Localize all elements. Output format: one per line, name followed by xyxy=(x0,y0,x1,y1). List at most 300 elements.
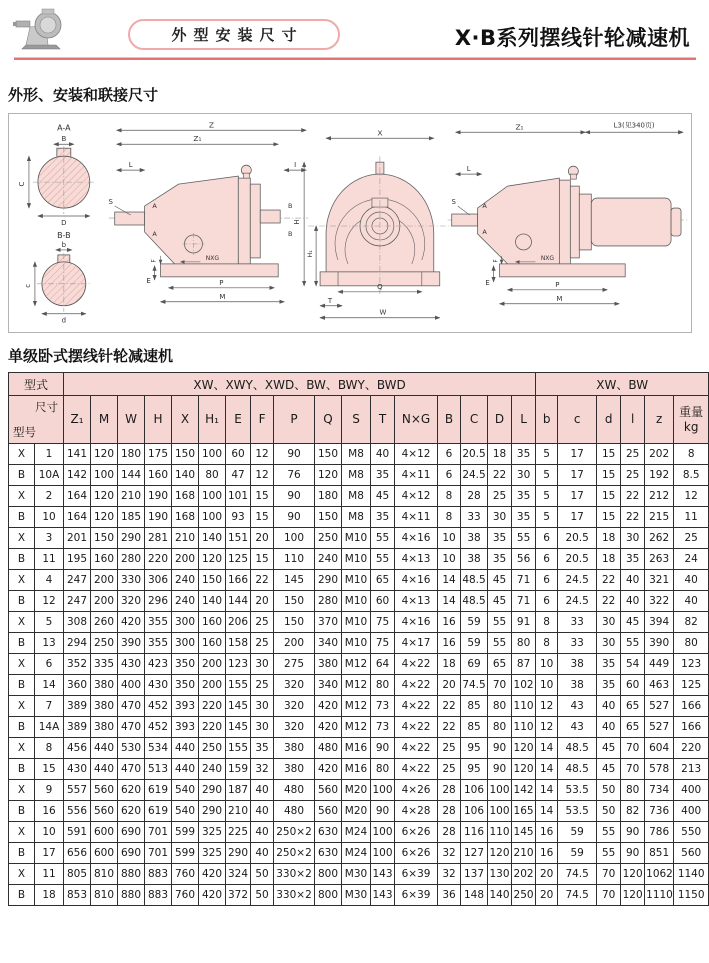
table-cell: 200 xyxy=(91,591,118,612)
table-cell: 17 xyxy=(558,486,597,507)
table-row xyxy=(9,444,709,465)
table-cell: 30 xyxy=(597,612,621,633)
dim-label-NXG: NXG xyxy=(205,254,219,262)
column-header-14: C xyxy=(461,396,488,444)
column-header-21: z xyxy=(645,396,674,444)
table-cell: 22 xyxy=(488,465,512,486)
table-cell: 32 xyxy=(438,843,461,864)
table-cell: 6 xyxy=(438,444,461,465)
table-cell: 320 xyxy=(274,696,315,717)
table-cell: 145 xyxy=(512,822,536,843)
table-cell: B xyxy=(9,591,35,612)
table-cell: 880 xyxy=(118,885,145,906)
table-cell: 30 xyxy=(621,528,645,549)
table-cell: 110 xyxy=(512,696,536,717)
table-cell: 18 xyxy=(597,528,621,549)
table-cell: 604 xyxy=(645,738,674,759)
table-cell: 883 xyxy=(145,864,172,885)
section-mark-A-bottom: A xyxy=(152,229,157,238)
table-row xyxy=(9,612,709,633)
table-cell: 853 xyxy=(64,885,91,906)
table-cell: 43 xyxy=(558,717,597,738)
table-cell: 35 xyxy=(488,549,512,570)
table-cell: 120 xyxy=(621,885,645,906)
table-cell: 120 xyxy=(512,738,536,759)
table-cell: 28 xyxy=(438,780,461,801)
table-cell: 389 xyxy=(64,696,91,717)
table-cell: M8 xyxy=(342,444,371,465)
table-cell: 355 xyxy=(145,612,172,633)
table-cell: 28 xyxy=(461,486,488,507)
column-header-2: W xyxy=(118,396,145,444)
table-cell: 9 xyxy=(35,780,64,801)
table-cell: 74.5 xyxy=(558,864,597,885)
table-cell: 80 xyxy=(371,675,395,696)
table-cell: 10A xyxy=(35,465,64,486)
table-cell: 290 xyxy=(199,780,226,801)
table-cell: X xyxy=(9,654,35,675)
table-cell: 1110 xyxy=(645,885,674,906)
dim-label-H: H xyxy=(293,219,302,225)
table-cell: 150 xyxy=(315,507,342,528)
table-cell: 440 xyxy=(91,759,118,780)
table-cell: 393 xyxy=(172,696,199,717)
table-cell: 4×12 xyxy=(395,444,438,465)
table-cell: 880 xyxy=(118,864,145,885)
table-cell: B xyxy=(9,507,35,528)
table-cell: 430 xyxy=(118,654,145,675)
table-cell: 12 xyxy=(251,444,274,465)
table-cell: 18 xyxy=(438,654,461,675)
table-cell: 145 xyxy=(226,717,251,738)
table-cell: 390 xyxy=(118,633,145,654)
table-cell: 527 xyxy=(645,717,674,738)
dim-label-P-motor: P xyxy=(555,280,560,289)
table-cell: 18 xyxy=(488,444,512,465)
table-cell: 100 xyxy=(91,465,118,486)
table-cell: 55 xyxy=(488,633,512,654)
dim-label-L: L xyxy=(128,161,133,170)
table-cell: 164 xyxy=(64,486,91,507)
table-cell: 22 xyxy=(621,507,645,528)
table-cell: 160 xyxy=(199,633,226,654)
table-cell: 120 xyxy=(512,759,536,780)
table-cell: 16 xyxy=(536,843,558,864)
table-cell: 247 xyxy=(64,570,91,591)
table-cell: 6×39 xyxy=(395,885,438,906)
table-cell: 150 xyxy=(172,444,199,465)
table-cell: 250×2 xyxy=(274,843,315,864)
dim-label-P: P xyxy=(219,278,224,287)
table-cell: 80 xyxy=(488,696,512,717)
table-cell: 87 xyxy=(512,654,536,675)
table-cell: 50 xyxy=(597,801,621,822)
gear-reducer-logo-image xyxy=(12,5,68,53)
table-cell: 43 xyxy=(558,696,597,717)
table-cell: 220 xyxy=(145,549,172,570)
table-cell: 470 xyxy=(118,717,145,738)
table-cell: 71 xyxy=(512,570,536,591)
table-cell: M12 xyxy=(342,675,371,696)
table-cell: 50 xyxy=(251,864,274,885)
table-cell: 143 xyxy=(371,885,395,906)
table-cell: 24.5 xyxy=(558,570,597,591)
table-cell: 160 xyxy=(145,465,172,486)
table-cell: 36 xyxy=(438,885,461,906)
technical-drawing-panel xyxy=(8,113,692,333)
table-cell: 38 xyxy=(558,654,597,675)
table-cell: 73 xyxy=(371,717,395,738)
table-cell: 389 xyxy=(64,717,91,738)
section-mark-A-top: A xyxy=(152,202,157,211)
table-cell: 166 xyxy=(674,696,709,717)
table-cell: 90 xyxy=(274,444,315,465)
table-cell: 16 xyxy=(536,822,558,843)
table-cell: 160 xyxy=(91,549,118,570)
table-cell: 95 xyxy=(461,759,488,780)
table-cell: 296 xyxy=(145,591,172,612)
table-cell: 25 xyxy=(621,444,645,465)
table-cell: 527 xyxy=(645,696,674,717)
table-cell: 166 xyxy=(226,570,251,591)
table-cell: 150 xyxy=(315,444,342,465)
table-cell: 350 xyxy=(172,654,199,675)
table-cell: 6 xyxy=(536,570,558,591)
table-cell: 100 xyxy=(199,444,226,465)
table-cell: 3 xyxy=(35,528,64,549)
table-cell: 110 xyxy=(274,549,315,570)
table-cell: 5 xyxy=(536,465,558,486)
column-header-17: b xyxy=(536,396,558,444)
table-cell: 280 xyxy=(315,591,342,612)
column-header-16: L xyxy=(512,396,536,444)
table-cell: 6×26 xyxy=(395,843,438,864)
table-cell: 805 xyxy=(64,864,91,885)
table-cell: 22 xyxy=(251,570,274,591)
dim-label-W: W xyxy=(379,308,387,317)
table-cell: 80 xyxy=(674,633,709,654)
group-header-xw-bw: XW、BW xyxy=(536,373,709,396)
table-cell: M30 xyxy=(342,885,371,906)
table-cell: 12 xyxy=(674,486,709,507)
table-cell: 45 xyxy=(488,570,512,591)
dim-label-T: T xyxy=(327,296,333,305)
table-cell: 35 xyxy=(512,444,536,465)
table-cell: 140 xyxy=(172,465,199,486)
table-cell: 557 xyxy=(64,780,91,801)
table-cell: 59 xyxy=(461,633,488,654)
table-cell: 82 xyxy=(621,801,645,822)
page-title: X·B系列摆线针轮减速机 xyxy=(454,26,690,50)
table-cell: 5 xyxy=(536,486,558,507)
table-cell: 11 xyxy=(35,549,64,570)
table-cell: 17 xyxy=(558,465,597,486)
table-cell: 80 xyxy=(371,759,395,780)
table-cell: 15 xyxy=(597,486,621,507)
table-cell: 560 xyxy=(315,801,342,822)
table-cell: 82 xyxy=(674,612,709,633)
table-cell: 6×26 xyxy=(395,822,438,843)
table-group-header-row xyxy=(9,373,709,396)
table-cell: 290 xyxy=(199,801,226,822)
table-cell: 150 xyxy=(274,591,315,612)
table-cell: 8 xyxy=(536,633,558,654)
table-cell: 85 xyxy=(461,696,488,717)
dim-label-B: B xyxy=(61,135,67,144)
column-header-11: T xyxy=(371,396,395,444)
table-cell: 352 xyxy=(64,654,91,675)
dim-label-F-side: F xyxy=(150,259,158,263)
table-cell: 18 xyxy=(35,885,64,906)
table-cell: 53.5 xyxy=(558,801,597,822)
table-cell: 144 xyxy=(226,591,251,612)
table-cell: 100 xyxy=(371,780,395,801)
table-cell: 20.5 xyxy=(558,549,597,570)
table-cell: 151 xyxy=(226,528,251,549)
table-cell: 16 xyxy=(438,633,461,654)
table-cell: 320 xyxy=(274,675,315,696)
column-header-19: d xyxy=(597,396,621,444)
table-cell: 340 xyxy=(315,633,342,654)
column-header-0: Z₁ xyxy=(64,396,91,444)
dim-label-M-motor: M xyxy=(556,294,563,303)
table-cell: 440 xyxy=(172,738,199,759)
table-cell: 320 xyxy=(274,717,315,738)
table-row xyxy=(9,675,709,696)
table-cell: 56 xyxy=(512,549,536,570)
table-cell: 423 xyxy=(145,654,172,675)
table-cell: 513 xyxy=(145,759,172,780)
table-cell: 141 xyxy=(64,444,91,465)
column-header-20: l xyxy=(621,396,645,444)
table-cell: 35 xyxy=(371,465,395,486)
table-cell: 17 xyxy=(558,444,597,465)
table-cell: 120 xyxy=(315,465,342,486)
table-cell: 190 xyxy=(145,486,172,507)
table-cell: 340 xyxy=(315,675,342,696)
table-cell: 800 xyxy=(315,885,342,906)
table-cell: 290 xyxy=(226,843,251,864)
table-cell: 100 xyxy=(199,486,226,507)
table-cell: 4×13 xyxy=(395,591,438,612)
table-cell: 20 xyxy=(536,864,558,885)
table-cell: 100 xyxy=(488,780,512,801)
table-cell: 210 xyxy=(512,843,536,864)
table-cell: 101 xyxy=(226,486,251,507)
table-cell: 80 xyxy=(488,717,512,738)
table-cell: 100 xyxy=(371,822,395,843)
table-cell: 212 xyxy=(645,486,674,507)
table-cell: 4×26 xyxy=(395,780,438,801)
table-cell: B xyxy=(9,843,35,864)
table-cell: 4×22 xyxy=(395,654,438,675)
dim-label-c: c xyxy=(23,283,32,288)
table-cell: 90 xyxy=(274,486,315,507)
shaft-section-bb xyxy=(24,231,91,325)
table-cell: 4×17 xyxy=(395,633,438,654)
table-row xyxy=(9,885,709,906)
table-cell: 22 xyxy=(597,591,621,612)
table-cell: 619 xyxy=(145,801,172,822)
table-cell: 630 xyxy=(315,843,342,864)
table-cell: 55 xyxy=(371,549,395,570)
table-cell: X xyxy=(9,444,35,465)
table-cell: 150 xyxy=(199,570,226,591)
table-cell: 35 xyxy=(621,549,645,570)
table-cell: 290 xyxy=(118,528,145,549)
table-cell: 120 xyxy=(488,843,512,864)
table-cell: 540 xyxy=(172,780,199,801)
table-cell: 120 xyxy=(199,549,226,570)
table-cell: 30 xyxy=(251,717,274,738)
table-cell: 140 xyxy=(199,591,226,612)
table-cell: M10 xyxy=(342,549,371,570)
table-cell: 95 xyxy=(461,738,488,759)
table-cell: 4×16 xyxy=(395,570,438,591)
table-cell: 93 xyxy=(226,507,251,528)
table-cell: 810 xyxy=(91,885,118,906)
table-cell: 14 xyxy=(536,780,558,801)
table-cell: 6×39 xyxy=(395,864,438,885)
table-cell: 200 xyxy=(274,633,315,654)
table-cell: 120 xyxy=(91,507,118,528)
column-header-12: N×G xyxy=(395,396,438,444)
table-cell: 320 xyxy=(118,591,145,612)
table-cell: 106 xyxy=(461,780,488,801)
table-cell: 143 xyxy=(371,864,395,885)
table-cell: M16 xyxy=(342,759,371,780)
table-cell: M12 xyxy=(342,717,371,738)
table-cell: 620 xyxy=(118,780,145,801)
table-cell: B xyxy=(9,717,35,738)
table-cell: M8 xyxy=(342,507,371,528)
table-cell: 33 xyxy=(558,612,597,633)
table-cell: 380 xyxy=(315,654,342,675)
table-cell: 125 xyxy=(226,549,251,570)
table-cell: 91 xyxy=(512,612,536,633)
table-cell: 599 xyxy=(172,843,199,864)
table-cell: 360 xyxy=(64,675,91,696)
table-cell: 30 xyxy=(597,633,621,654)
table-cell: 40 xyxy=(674,570,709,591)
table-cell: 600 xyxy=(91,843,118,864)
column-header-15: D xyxy=(488,396,512,444)
table-cell: 6 xyxy=(536,549,558,570)
dim-label-S: S xyxy=(108,198,113,207)
dim-label-Q: Q xyxy=(377,282,383,291)
table-cell: 5 xyxy=(536,444,558,465)
table-cell: 175 xyxy=(145,444,172,465)
table-cell: 202 xyxy=(645,444,674,465)
table-row xyxy=(9,465,709,486)
badge-label: 外型安装尺寸 xyxy=(171,26,304,44)
table-cell: 90 xyxy=(488,738,512,759)
table-cell: 75 xyxy=(371,633,395,654)
table-cell: 164 xyxy=(64,507,91,528)
table-cell: 11 xyxy=(35,864,64,885)
table-cell: 28 xyxy=(438,822,461,843)
table-cell: 440 xyxy=(172,759,199,780)
column-header-3: H xyxy=(145,396,172,444)
table-cell: 206 xyxy=(226,612,251,633)
table-cell: 1140 xyxy=(674,864,709,885)
section-aa-title: A-A xyxy=(57,123,71,133)
table-cell: 38 xyxy=(558,675,597,696)
table-cell: 106 xyxy=(461,801,488,822)
table-cell: 380 xyxy=(91,696,118,717)
table-cell: 15 xyxy=(251,486,274,507)
table-cell: 20 xyxy=(438,675,461,696)
table-cell: 600 xyxy=(91,822,118,843)
table-cell: 12 xyxy=(536,717,558,738)
table-cell: 10 xyxy=(536,654,558,675)
table-cell: 12 xyxy=(251,465,274,486)
table-row xyxy=(9,528,709,549)
table-row xyxy=(9,570,709,591)
table-cell: 25 xyxy=(488,486,512,507)
table-cell: 10 xyxy=(438,549,461,570)
table-cell: 45 xyxy=(597,738,621,759)
table-cell: 456 xyxy=(64,738,91,759)
table-cell: 125 xyxy=(674,675,709,696)
table-cell: M10 xyxy=(342,528,371,549)
table-cell: 144 xyxy=(118,465,145,486)
table-cell: 17 xyxy=(558,507,597,528)
table-cell: 110 xyxy=(512,717,536,738)
table-cell: 420 xyxy=(118,612,145,633)
table-cell: 25 xyxy=(438,738,461,759)
table-cell: 24.5 xyxy=(558,591,597,612)
table-cell: 40 xyxy=(621,591,645,612)
table-cell: 25 xyxy=(438,759,461,780)
table-cell: 158 xyxy=(226,633,251,654)
table-cell: 165 xyxy=(512,801,536,822)
diagonal-header-cell xyxy=(9,396,64,444)
page-header xyxy=(0,0,700,58)
table-cell: 53.5 xyxy=(558,780,597,801)
column-header-9: Q xyxy=(315,396,342,444)
table-cell: 145 xyxy=(226,696,251,717)
table-cell: 4×13 xyxy=(395,549,438,570)
table-cell: 192 xyxy=(645,465,674,486)
badge-outline-dimensions xyxy=(128,19,340,50)
table-cell: 701 xyxy=(145,822,172,843)
table-cell: 14 xyxy=(536,738,558,759)
table-cell: 1062 xyxy=(645,864,674,885)
table-cell: 69 xyxy=(461,654,488,675)
table-cell: 15 xyxy=(35,759,64,780)
table-cell: 851 xyxy=(645,843,674,864)
table-cell: 50 xyxy=(251,885,274,906)
table-cell: 90 xyxy=(621,822,645,843)
table-cell: 200 xyxy=(172,549,199,570)
table-cell: 200 xyxy=(91,570,118,591)
column-header-6: E xyxy=(226,396,251,444)
table-cell: 30 xyxy=(251,654,274,675)
table-cell: 480 xyxy=(315,738,342,759)
table-cell: 20.5 xyxy=(558,528,597,549)
table-cell: 45 xyxy=(371,486,395,507)
dim-label-F-motor: F xyxy=(492,259,500,263)
table-cell: M10 xyxy=(342,570,371,591)
table-cell: 4×16 xyxy=(395,612,438,633)
table-cell: 55 xyxy=(621,633,645,654)
section-mark-B-top: B xyxy=(287,202,293,211)
table-cell: 8 xyxy=(35,738,64,759)
table-cell: 400 xyxy=(118,675,145,696)
table-cell: 8 xyxy=(438,486,461,507)
table-cell: 12 xyxy=(35,591,64,612)
